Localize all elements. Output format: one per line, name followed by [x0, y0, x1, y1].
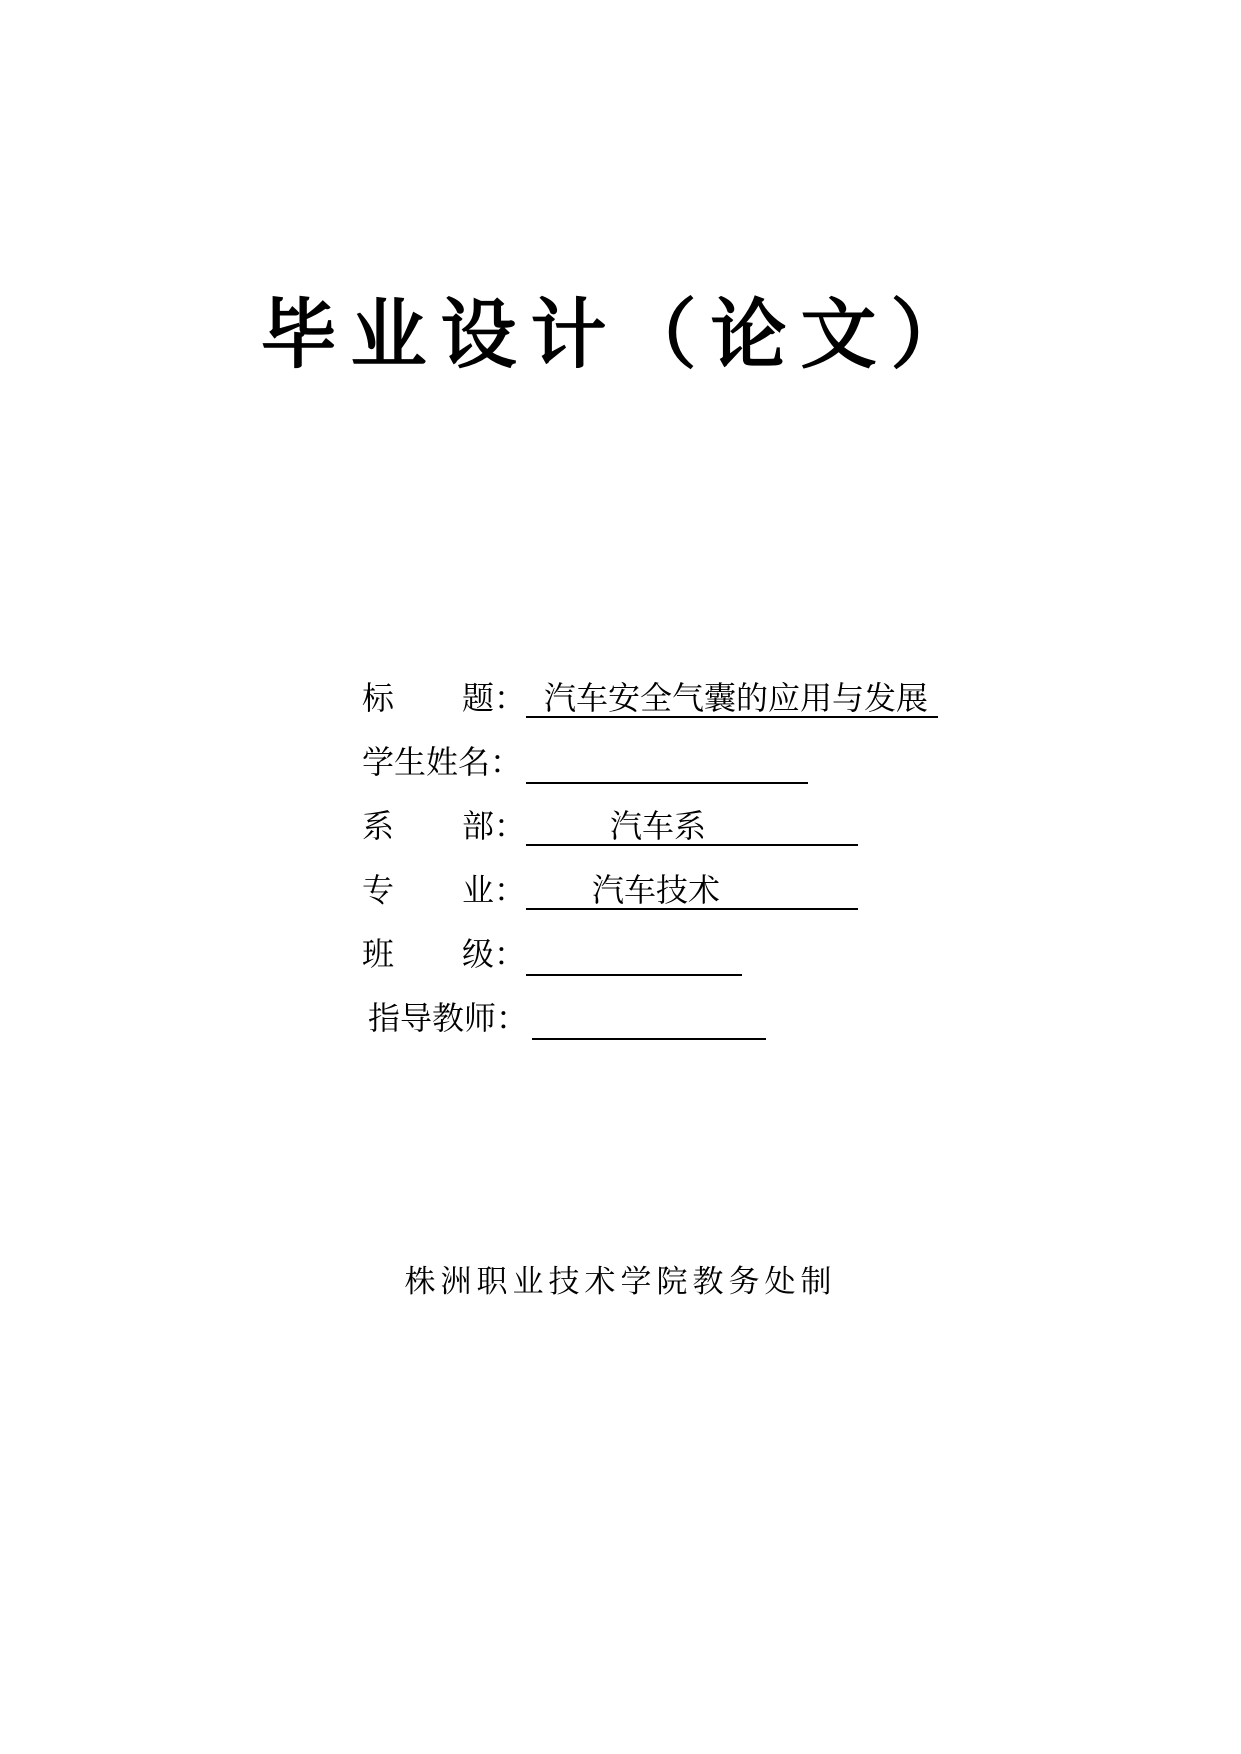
field-department-text: 汽车系 — [610, 807, 707, 845]
field-student-name-row — [362, 742, 1122, 806]
field-class-value — [526, 934, 742, 976]
field-department-colon: ： — [494, 807, 527, 845]
field-major-label-char2: 业 — [462, 871, 495, 909]
field-title-label-char1: 标 — [362, 679, 395, 717]
field-department-value — [526, 806, 858, 846]
issuer-footer: 株洲职业技术学院教务处制 — [404, 1264, 837, 1300]
field-department-row — [362, 806, 1122, 870]
field-advisor-label: 指导教师： — [368, 999, 529, 1037]
field-title-value — [526, 678, 938, 718]
field-major-value — [526, 870, 858, 910]
field-class-label-char2: 级 — [462, 935, 495, 973]
field-major-label-char1: 专 — [362, 871, 395, 909]
field-class-colon: ： — [494, 935, 527, 973]
field-class-label-char1: 班 — [362, 935, 395, 973]
field-major-row — [362, 870, 1122, 934]
field-title-text: 汽车安全气囊的应用与发展 — [544, 679, 929, 717]
field-department-label-char2: 部 — [462, 807, 495, 845]
field-advisor-row — [362, 998, 1122, 1062]
field-student-name-value — [526, 742, 808, 784]
field-student-name-label: 学生姓名： — [362, 743, 523, 781]
field-department-label-char1: 系 — [362, 807, 395, 845]
field-title-label-char2: 题 — [462, 679, 495, 717]
field-class-row — [362, 934, 1122, 998]
cover-fields — [362, 678, 1122, 1062]
field-title-colon: ： — [494, 679, 527, 717]
field-advisor-value — [532, 998, 766, 1040]
field-title-row — [362, 678, 1122, 742]
document-title: 毕业设计（论文） — [260, 290, 981, 379]
field-major-text: 汽车技术 — [592, 871, 721, 909]
field-major-colon: ： — [494, 871, 527, 909]
